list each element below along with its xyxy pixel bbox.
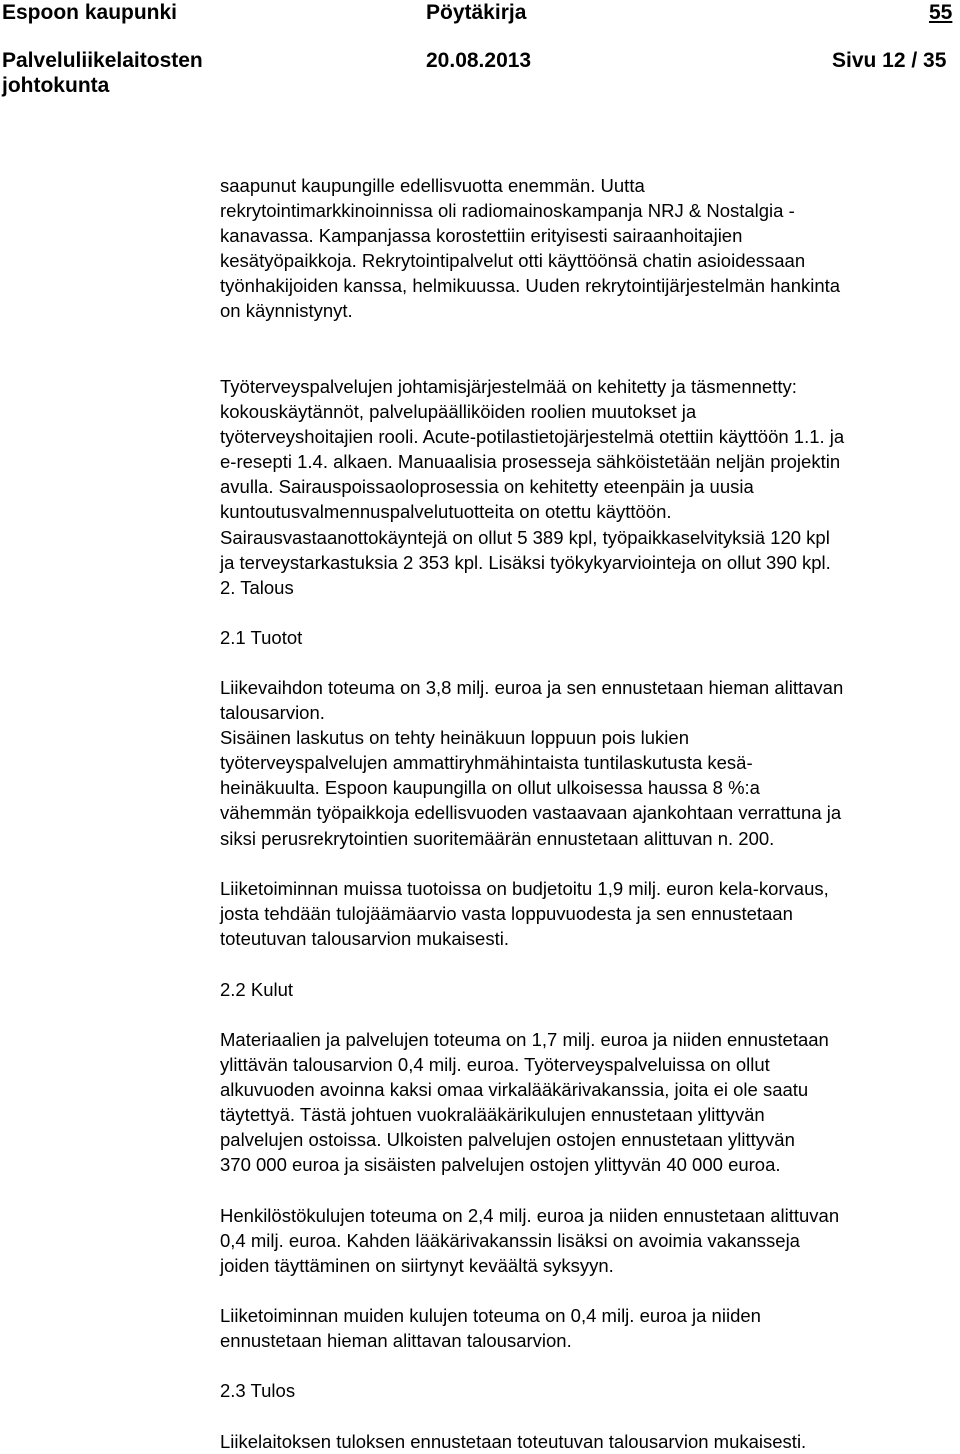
text-line: on käynnistynyt. [220,300,353,322]
text-line: kuntoutusvalmennuspalvelutuotteita on otettu käyttöön. [220,501,672,523]
paragraph [220,1203,960,1278]
document-type: Pöytäkirja [426,1,527,24]
text-line: saapunut kaupungille edellisvuotta enemmän. Uutta [220,175,645,196]
text-line: siksi perusrekrytointien suoritemäärän ennustetaan alittuvan n. 200. [220,827,775,849]
text-line: vähemmän työpaikkoja edellisvuoden vastaavaan ajankohtaan verrattuna ja [220,802,842,824]
text-line: 2.2 Kulut [220,979,294,1000]
paragraph [220,1303,960,1353]
text-line: Työterveyspalvelujen johtamisjärjestelmää on kehitetty ja täsmennetty: [220,376,797,397]
text-line: joiden täyttäminen on siirtynyt keväältä syksyyn. [220,1255,614,1277]
paragraph [220,1429,960,1454]
paragraph [220,675,960,851]
text-line: kanavassa. Kampanjassa korostettiin erityisesti sairaanhoitajien [220,225,743,247]
text-line: talousarvion. [220,702,325,724]
text-line: 2.3 Tulos [220,1380,296,1401]
meeting-date: 20.08.2013 [426,49,532,72]
text-line: 0,4 milj. euroa. Kahden lääkärivakanssin lisäksi on avoimia vakansseja [220,1230,800,1252]
section-heading [220,1378,960,1403]
text-line: palvelujen ostoissa. Ulkoisten palvelujen ostojen ennustetaan ylittyvän [220,1129,795,1151]
text-line: 370 000 euroa ja sisäisten palvelujen ostojen ylittyvän 40 000 euroa. [220,1154,781,1176]
paragraph [220,876,960,951]
text-line: Henkilöstökulujen toteuma on 2,4 milj. euroa ja niiden ennustetaan alittuvan [220,1205,840,1226]
text-line: ylittävän talousarvion 0,4 milj. euroa. Työterveyspalveluissa on ollut [220,1054,770,1076]
section-heading [220,977,960,1002]
text-line: 2. Talous [220,577,294,598]
paragraph [220,173,960,324]
paragraph [220,374,960,575]
text-line: ja terveystarkastuksia 2 353 kpl. Lisäksi työkykyarviointeja on ollut 390 kpl. [220,551,831,573]
text-line: alkuvuoden avoinna kaksi omaa virkalääkärivakanssia, joita ei ole saatu [220,1079,809,1101]
text-line: toteutuvan talousarvion mukaisesti. [220,928,509,950]
text-line: Liiketoiminnan muiden kulujen toteuma on 0,4 milj. euroa ja niiden [220,1305,761,1326]
text-line: avulla. Sairauspoissaoloprosessia on kehitetty eteenpäin ja uusia [220,476,754,498]
text-line: työnhakijoiden kanssa, helmikuussa. Uuden rekrytointijärjestelmän hankinta [220,275,841,297]
text-line: ennustetaan hieman alittavan talousarvion. [220,1330,572,1352]
text-line: Materiaalien ja palvelujen toteuma on 1,7 milj. euroa ja niiden ennustetaan [220,1029,829,1050]
text-line: rekrytointimarkkinoinnissa oli radiomainoskampanja NRJ & Nostalgia - [220,200,795,222]
text-line: Sairausvastaanottokäyntejä on ollut 5 389 kpl, työpaikkaselvityksiä 120 kpl [220,526,830,548]
text-line: heinäkuulta. Espoon kaupungilla on ollut ulkoisessa haussa 8 %:a [220,777,760,799]
organization-name: Espoon kaupunki [2,1,178,24]
text-line: Liiketoiminnan muissa tuotoissa on budjetoitu 1,9 milj. euron kela-korvaus, [220,878,829,899]
text-line: Sisäinen laskutus on tehty heinäkuun loppuun pois lukien [220,727,689,749]
text-line: e-resepti 1.4. alkaen. Manuaalisia prosesseja sähköistetään neljän projektin [220,451,841,473]
paragraph [220,1027,960,1178]
section-heading [220,575,960,600]
page-number: Sivu 12 / 35 [832,49,947,72]
text-line: kokouskäytännöt, palvelupäälliköiden roolien muutokset ja [220,401,697,423]
text-line: Liikevaihdon toteuma on 3,8 milj. euroa ja sen ennustetaan hieman alittavan [220,677,844,698]
text-line: josta tehdään tulojäämäarvio vasta loppuvuodesta ja sen ennustetaan [220,903,793,925]
section-number: 55 [929,1,953,24]
committee-name-line1: Palveluliikelaitosten [2,49,203,72]
text-line: työterveyshoitajien rooli. Acute-potilastietojärjestelmä otettiin käyttöön 1.1. ja [220,426,845,448]
text-line: työterveyspalvelujen ammattiryhmähintaista tuntilaskutusta kesä- [220,752,753,774]
committee-name-line2: johtokunta [2,74,110,97]
section-heading [220,625,960,650]
text-line: Liikelaitoksen tuloksen ennustetaan toteutuvan talousarvion mukaisesti. [220,1431,807,1452]
text-line: täytettyä. Tästä johtuen vuokralääkärikulujen ennustetaan ylittyvän [220,1104,765,1126]
text-line: kesätyöpaikkoja. Rekrytointipalvelut otti käyttöönsä chatin asioidessaan [220,250,806,272]
text-line: 2.1 Tuotot [220,627,303,648]
